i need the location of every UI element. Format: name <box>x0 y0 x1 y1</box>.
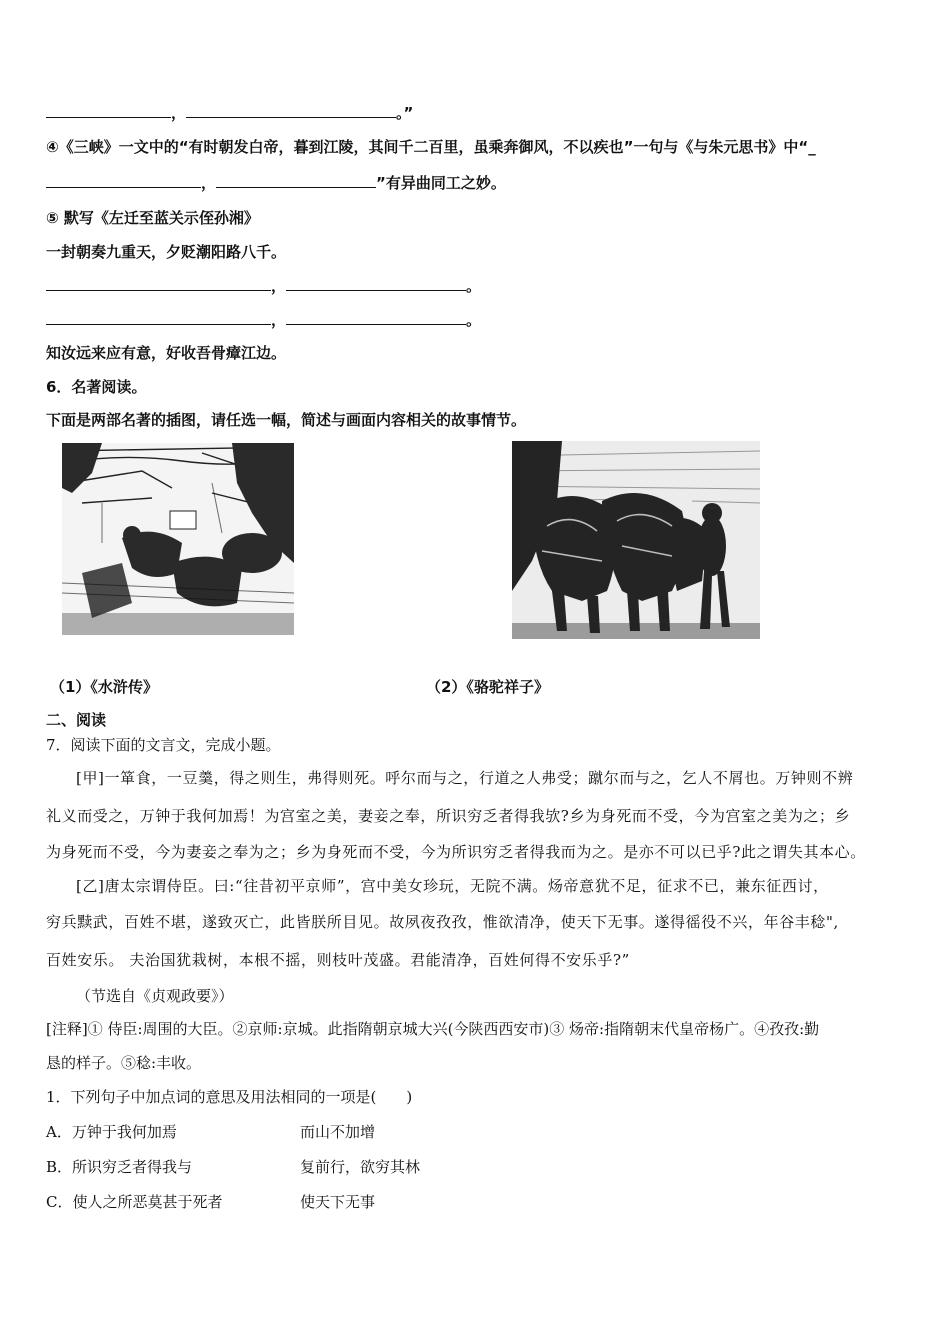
fill-line-3: ， 。 <box>46 276 481 296</box>
option-c-pair: 使天下无事 <box>300 1193 376 1211</box>
sub-question-1: 1．下列句子中加点词的意思及用法相同的一项是( ) <box>46 1088 413 1106</box>
q7-title: 7．阅读下面的文言文，完成小题。 <box>46 736 281 754</box>
option-a-pair: 而山不加增 <box>300 1123 376 1141</box>
q5-item5-prompt: ⑤ 默写《左迁至蓝关示侄孙湘》 <box>46 209 259 227</box>
section-title: 二、阅读 <box>46 711 107 729</box>
caption-luotuo: （2）《骆驼祥子》 <box>426 678 549 696</box>
illustration-shuihu <box>62 443 294 635</box>
passage-yi-line-3: 百姓安乐。 夫治国犹栽树，本根不摇，则枝叶茂盛。君能清净，百姓何得不安乐乎?” <box>46 951 630 969</box>
woodcut-shuihu-image <box>62 443 294 635</box>
passage-yi-line-2: 穷兵黩武，百姓不堪，遂致灭亡，此皆朕所目见。故夙夜孜孜，惟欲清净，使天下无事。遂得徭役不兴，年谷丰稔", <box>46 913 839 931</box>
annotation-line-2: 恳的样子。⑤稔:丰收。 <box>46 1054 202 1072</box>
q6-instruction: 下面是两部名著的插图，请任选一幅，简述与画面内容相关的故事情节。 <box>46 411 527 429</box>
fill-line-4: ， 。 <box>46 310 481 330</box>
passage-source: （节选自《贞观政要》） <box>76 987 234 1005</box>
caption-shuihu: （1）《水浒传》 <box>50 678 158 696</box>
fill-line-2: ， ”有异曲同工之妙。 <box>46 173 506 193</box>
q5-item4-prompt: ④《三峡》一文中的“有时朝发白帝，暮到江陵，其间千二百里，虽乘奔御风，不以疾也”一句与《与朱元思书》中“_ <box>46 138 816 156</box>
fill-line-1: ， 。” <box>46 103 413 123</box>
option-b-pair: 复前行，欲穷其林 <box>300 1158 421 1176</box>
blank[interactable] <box>46 103 171 118</box>
passage-jia-line-1: [甲]一箪食，一豆羹，得之则生，弗得则死。呼尔而与之，行道之人弗受；蹴尔而与之，乞人不屑也。万钟则不辨 <box>76 769 854 787</box>
option-a[interactable] <box>46 1122 376 1142</box>
passage-jia-line-3: 为身死而不受，今为妻妾之奉为之；乡为身死而不受，今为所识穷乏者得我而为之。是亦不可以已乎?此之谓失其本心。 <box>46 843 866 861</box>
blank[interactable] <box>46 310 271 325</box>
blank[interactable] <box>46 173 201 188</box>
blank[interactable] <box>186 103 396 118</box>
option-a-label: A．万钟于我何加焉 <box>46 1123 177 1141</box>
option-c[interactable] <box>46 1192 376 1212</box>
option-b-label: B．所识穷乏者得我与 <box>46 1158 193 1176</box>
q6-title: 6．名著阅读。 <box>46 378 147 396</box>
blank[interactable] <box>46 276 271 291</box>
passage-yi-line-1: [乙]唐太宗谓侍臣。曰:“往昔初平京师”，宫中美女珍玩，无院不满。炀帝意犹不足，征求不已，兼东征西讨， <box>76 877 829 895</box>
blank[interactable] <box>286 276 466 291</box>
passage-jia-line-2: 礼义而受之，万钟于我何加焉！为宫室之美，妻妾之奉，所识穷乏者得我欤?乡为身死而不受，今为宫室之美为之；乡 <box>46 807 851 825</box>
blank[interactable] <box>216 173 376 188</box>
woodcut-luotuo-image <box>512 441 760 639</box>
option-b[interactable] <box>46 1157 421 1177</box>
blank[interactable] <box>286 310 466 325</box>
poem-line-1: 一封朝奏九重天，夕贬潮阳路八千。 <box>46 243 287 261</box>
annotation-line-1: [注释]① 侍臣:周围的大臣。②京师:京城。此指隋朝京城大兴(今陕西西安市)③ 炀帝:指隋朝末代皇帝杨广。④孜孜:勤 <box>46 1020 820 1038</box>
poem-line-4: 知汝远来应有意，好收吾骨瘴江边。 <box>46 344 287 362</box>
illustration-luotuo <box>512 441 760 639</box>
option-c-label: C．使人之所恶莫甚于死者 <box>46 1193 223 1211</box>
